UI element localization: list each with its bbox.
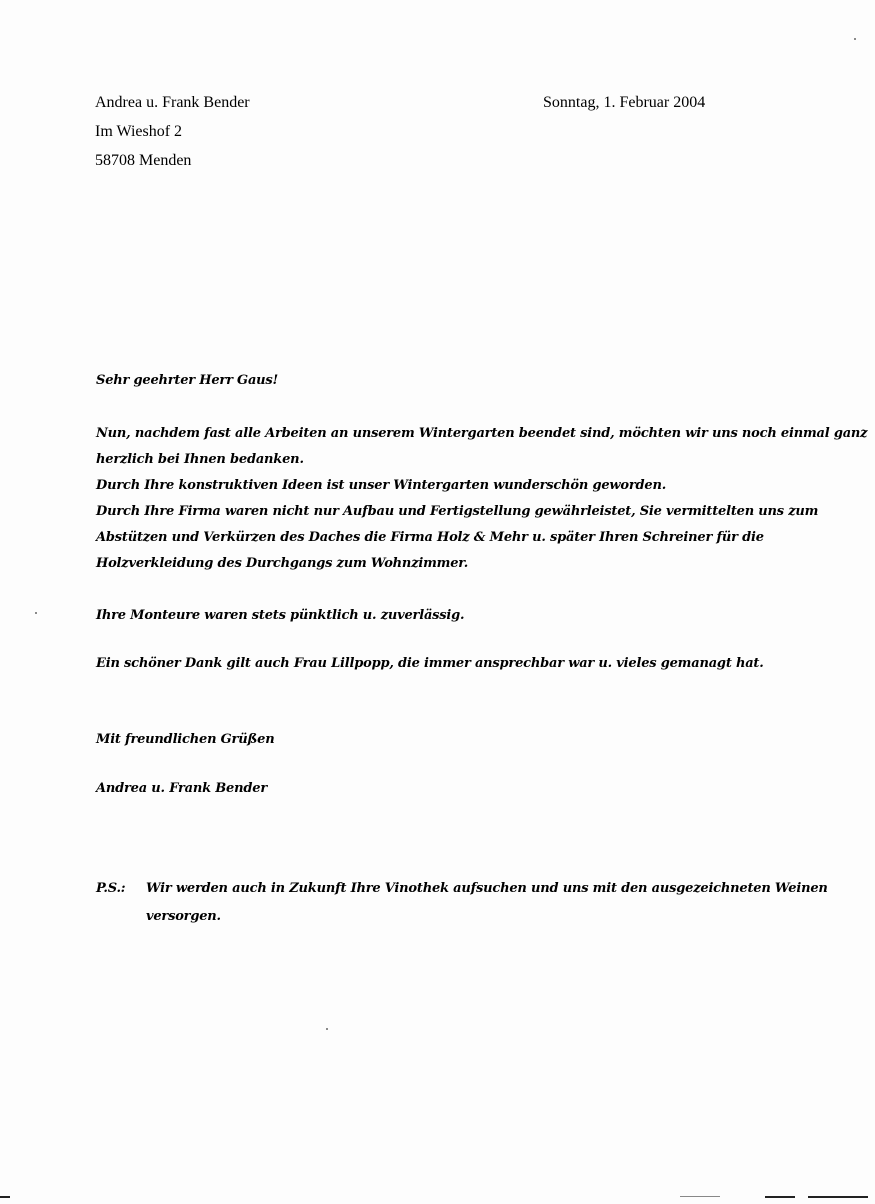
closing: Mit freundlichen Grüßen [96, 732, 275, 747]
sender-name: Andrea u. Frank Bender [95, 94, 250, 111]
body-paragraph-2: Ihre Monteure waren stets pünktlich u. zuverlässig. [96, 608, 465, 623]
body-paragraph-1-line: Holzverkleidung des Durchgangs zum Wohnzimmer. [96, 556, 469, 571]
postscript-line: versorgen. [146, 909, 221, 924]
scan-artifact [808, 1196, 868, 1198]
body-paragraph-1-line: Durch Ihre konstruktiven Ideen ist unser Wintergarten wunderschön geworden. [96, 478, 667, 493]
scan-artifact [765, 1196, 795, 1198]
body-paragraph-3: Ein schöner Dank gilt auch Frau Lillpopp, die immer ansprechbar war u. vieles gemanagt hat. [96, 656, 764, 671]
body-paragraph-1-line: Durch Ihre Firma waren nicht nur Aufbau und Fertigstellung gewährleistet, Sie vermittelten uns zum [96, 504, 819, 519]
postscript-line: Wir werden auch in Zukunft Ihre Vinothek aufsuchen und uns mit den ausgezeichneten Weinen [146, 881, 828, 896]
body-paragraph-1-line: Abstützen und Verkürzen des Daches die Firma Holz & Mehr u. später Ihren Schreiner für die [96, 530, 764, 545]
postscript-label: P.S.: [96, 881, 126, 896]
scan-artifact [854, 38, 856, 40]
scan-artifact [326, 1028, 328, 1030]
scan-artifact [35, 612, 37, 614]
body-paragraph-1-line: herzlich bei Ihnen bedanken. [96, 452, 304, 467]
signature: Andrea u. Frank Bender [96, 781, 267, 796]
sender-city: 58708 Menden [95, 152, 192, 169]
salutation: Sehr geehrter Herr Gaus! [96, 373, 279, 388]
body-paragraph-1-line: Nun, nachdem fast alle Arbeiten an unserem Wintergarten beendet sind, möchten wir uns noch einmal ganz [96, 426, 868, 441]
sender-street: Im Wieshof 2 [95, 123, 183, 140]
scan-artifact [0, 1196, 10, 1198]
letter-date: Sonntag, 1. Februar 2004 [543, 94, 706, 111]
scan-artifact [680, 1196, 720, 1197]
